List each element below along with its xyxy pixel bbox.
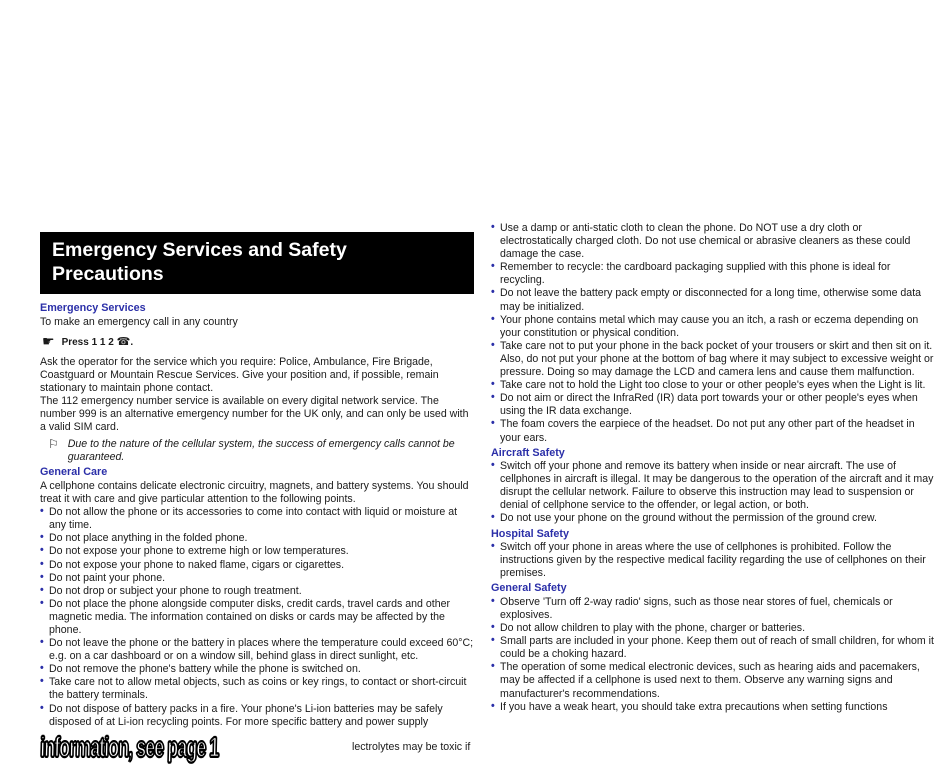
bullet-item: • Do not use your phone on the ground without the permission of the ground crew. — [491, 512, 937, 525]
emergency-para2: The 112 emergency number service is available on every digital network service. The number 999 is an alternative emergency number for the UK only, and can only be used with a valid SIM card. — [40, 394, 469, 434]
bullet-item: • Switch off your phone and remove its battery when inside or near aircraft. The use of cellphones in aircraft is illegal. It may be dangerous to the operation of the aircraft and it may disrupt the cellular network. Failure to observe this instruction may lead to suspension or denial of cellphone service to the offender, or legal action, or both. — [491, 460, 937, 512]
heading-general-safety: General Safety — [491, 582, 567, 595]
bullet-item: • Take care not to put your phone in the back pocket of your trousers or skirt and then sit on it. Also, do not put your phone at the bottom of bag where it may subject to excessive weight or pressure. Doing so may damage the LCD and camera lens and cause them malfunction. — [491, 340, 937, 379]
distorted-scan-text: information, see page 1 — [39, 731, 219, 763]
bullet-item: • The operation of some medical electronic devices, such as hearing aids and pacemakers, may be affected if a cellphone is used next to them. Observe any warning signs and manufacturer's recommendations. — [491, 661, 937, 700]
general-safety-list — [491, 596, 937, 714]
press-period: . — [130, 336, 134, 348]
bullet-item: • Do not expose your phone to extreme high or low temperatures. — [40, 545, 474, 558]
general-care-list — [40, 506, 474, 729]
hospital-safety-list — [491, 541, 937, 580]
pointing-hand-icon: ☛ — [42, 332, 55, 349]
bullet-item: • Observe 'Turn off 2-way radio' signs, such as those near stores of fuel, chemicals or explosives. — [491, 596, 937, 622]
bullet-item: • Do not remove the phone's battery while the phone is switched on. — [40, 663, 474, 676]
bullet-item: • Do not paint your phone. — [40, 572, 474, 585]
heading-emergency-services: Emergency Services — [40, 302, 146, 314]
press-number: 1 1 2 — [91, 336, 117, 348]
bullet-item: • Small parts are included in your phone. Keep them out of reach of small children, for whom it could be a choking hazard. — [491, 635, 937, 661]
left-column — [39, 222, 474, 763]
phone-icon: ☎ — [116, 335, 131, 348]
press-112-line — [42, 332, 474, 349]
bullet-item: • Do not dispose of battery packs in a fire. Your phone's Li-ion batteries may be safely disposed of at Li-ion recycling points. For more specific battery and power supply — [40, 703, 474, 729]
heading-hospital-safety: Hospital Safety — [491, 527, 569, 540]
bullet-item: • Do not place anything in the folded phone. — [40, 532, 474, 545]
bullet-item: • Do not expose your phone to naked flame, cigars or cigarettes. — [40, 559, 474, 572]
bullet-item: • Do not leave the phone or the battery in places where the temperature could exceed 60°C; e.g. on a car dashboard or on a window sill, behind glass in direct sunlight, etc. — [40, 637, 474, 663]
emergency-intro: To make an emergency call in any country — [40, 315, 238, 328]
general-care-intro: A cellphone contains delicate electronic circuitry, magnets, and battery systems. You should treat it with care and give particular attention to the following points. — [40, 479, 469, 506]
bullet-item: • Do not allow children to play with the phone, charger or batteries. — [491, 622, 937, 635]
bullet-item: • Switch off your phone in areas where the use of cellphones is prohibited. Follow the instructions given by the respective medical facility regarding the use of cellphones on their premises. — [491, 541, 937, 580]
bullet-item: • Take care not to hold the Light too close to your or other people's eyes when the Light is lit. — [491, 379, 937, 392]
note-icon: ⚐ — [48, 437, 59, 452]
bullet-item: • Do not leave the battery pack empty or disconnected for a long time, otherwise some data may be initialized. — [491, 287, 937, 313]
press-label: Press — [61, 336, 92, 348]
general-care-list-continued — [491, 222, 937, 445]
manual-page — [39, 222, 937, 763]
section-title-bar — [40, 232, 474, 294]
bullet-item: • If you have a weak heart, you should take extra precautions when setting functions — [491, 701, 937, 714]
bullet-item: • Do not drop or subject your phone to rough treatment. — [40, 585, 474, 598]
bullet-item: • Take care not to allow metal objects, such as coins or key rings, to contact or short-circuit the battery terminals. — [40, 676, 474, 702]
heading-aircraft-safety: Aircraft Safety — [491, 446, 565, 459]
emergency-para1: Ask the operator for the service which you require: Police, Ambulance, Fire Brigade, Coastguard or Mountain Rescue Services. Give your position and, if possible, remain stationary to maintain phone contact. — [40, 355, 439, 394]
bullet-item: • The foam covers the earpiece of the headset. Do not put any other part of the headset in your ears. — [491, 418, 937, 444]
note — [48, 438, 474, 464]
heading-general-care: General Care — [40, 466, 108, 479]
cutoff-text-fragment: lectrolytes may be toxic if — [352, 740, 471, 753]
bullet-item: • Remember to recycle: the cardboard packaging supplied with this phone is ideal for recycling. — [491, 261, 937, 287]
scan-artifact-row — [39, 730, 474, 763]
section-title-line2: Precautions — [52, 263, 164, 285]
note-text: Due to the nature of the cellular system, the success of emergency calls cannot be guaranteed. — [67, 438, 455, 464]
bullet-item: • Do not aim or direct the InfraRed (IR) data port towards your or other people's eyes when using the IR data exchange. — [491, 392, 937, 418]
aircraft-safety-list — [491, 460, 937, 525]
bullet-item: • Do not place the phone alongside computer disks, credit cards, travel cards and other magnetic media. The information contained on disks or cards may be affected by the phone. — [40, 598, 474, 637]
bullet-item: • Do not allow the phone or its accessories to come into contact with liquid or moisture at any time. — [40, 506, 474, 532]
bullet-item: • Use a damp or anti-static cloth to clean the phone. Do NOT use a dry cloth or electrostatically charged cloth. Do not use chemical or abrasive cleaners as these could damage the case. — [491, 222, 937, 261]
bullet-item: • Your phone contains metal which may cause you an itch, a rash or eczema depending on your constitution or physical condition. — [491, 314, 937, 340]
right-column — [491, 222, 937, 755]
section-title-line1: Emergency Services and Safety — [52, 239, 347, 261]
